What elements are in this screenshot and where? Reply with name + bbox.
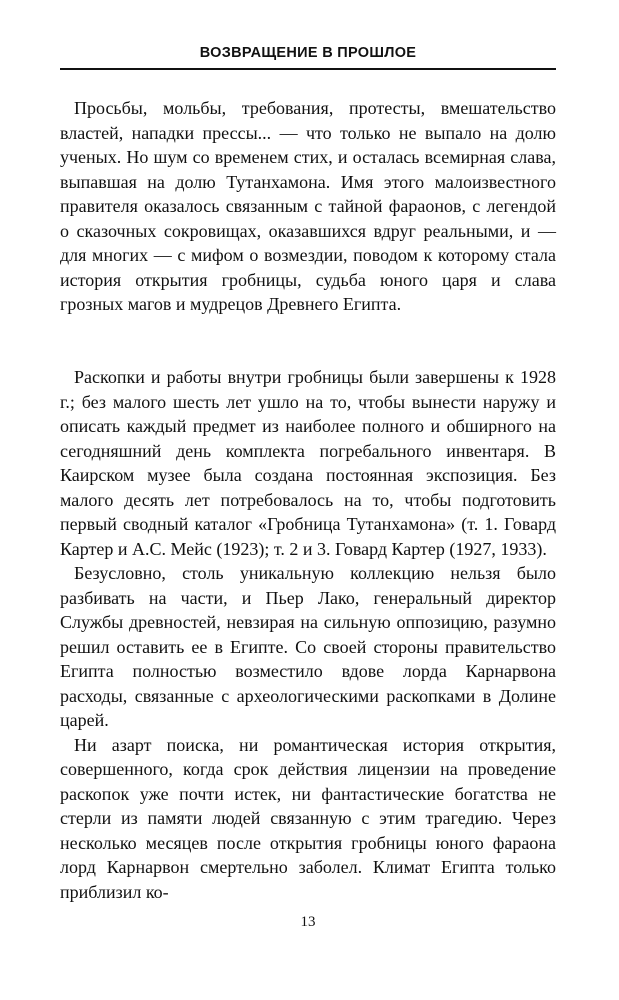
paragraph: Просьбы, мольбы, требования, протесты, вмешательство властей, нападки прессы... — что только не выпало на долю ученых. Но шум со временем стих, и осталась всемирная слава, выпавшая на долю Тутанхамона. Имя этого малоизвестного правителя оказалось связанным с тайной фараонов, с легендой о сказочных сокровищах, оказавшихся вдруг реальными, и — для многих — с мифом о возмездии, поводом к которому стала история открытия гробницы, судьба юного царя и слава грозных магов и мудрецов Древнего Египта. <box>60 98 556 314</box>
page-number: 13 <box>300 914 316 930</box>
running-head: ВОЗВРАЩЕНИЕ В ПРОШЛОЕ <box>199 45 417 61</box>
header-rule <box>60 68 556 70</box>
paragraph: Ни азарт поиска, ни романтическая история открытия, совершенного, когда срок действия лицензии на проведение раскопок уже почти истек, ни фантастические богатства не стерли из памяти людей связанную с этим трагедию. Через несколько месяцев после открытия гробницы юного фараона лорд Карнарвон смертельно заболел. Климат Египта только приблизил ко- <box>60 734 556 902</box>
text-section-2 <box>60 365 556 904</box>
paragraph: Раскопки и работы внутри гробницы были завершены к 1928 г.; без малого шесть лет ушло на то, чтобы вынести наружу и описать каждый предмет из наиболее полного и обширного на сегодняшний день комплекта погребального инвентаря. В Каирском музее была создана постоянная экспозиция. Без малого десять лет потребовалось на то, чтобы подготовить первый сводный каталог «Гробница Тутанхамона» (т. 1. Говард Картер и А.С. Мейс (1923); т. 2 и 3. Говард Картер (1927, 1933). <box>60 367 556 559</box>
paragraph: Безусловно, столь уникальную коллекцию нельзя было разбивать на части, и Пьер Лако, генеральный директор Службы древностей, невзирая на сильную оппозицию, разумно решил оставить ее в Египте. Со своей стороны правительство Египта полностью возместило вдове лорда Карнарвона расходы, связанные с археологическими раскопками в Долине царей. <box>60 563 556 730</box>
text-section-1 <box>60 96 556 317</box>
